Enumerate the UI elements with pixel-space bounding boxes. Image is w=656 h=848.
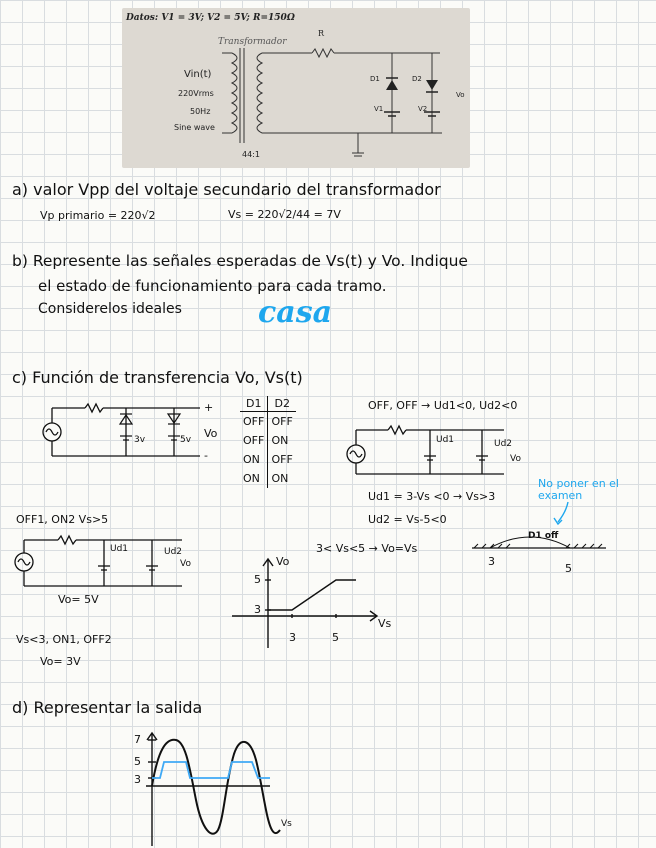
output-ytick-5: 5 — [134, 755, 141, 768]
graph-xlabel: Vs — [378, 617, 392, 630]
vrms-label: 220Vrms — [178, 89, 214, 98]
left-v3-label: 3v — [134, 435, 146, 445]
eq-ud2: Ud2 = Vs-5<0 — [368, 513, 447, 526]
output-vs-label: Vs — [281, 819, 292, 829]
vs-secondary-text: Vs = 220√2/44 = 7V — [228, 208, 341, 221]
table-cell: OFF — [240, 431, 268, 450]
vo-label: Vo — [456, 91, 465, 99]
circuit-photo — [122, 8, 470, 168]
left-plus: + — [204, 401, 214, 414]
transfer-graph — [228, 552, 398, 652]
left-v5-label: 5v — [180, 435, 192, 445]
case-off-on: OFF1, ON2 Vs>5 — [16, 513, 109, 526]
resistor-label: R — [318, 29, 325, 38]
table-cell: OFF — [271, 415, 293, 428]
table-cell: OFF — [240, 412, 268, 432]
numberline-tick-5: 5 — [565, 562, 572, 575]
datos-text: Datos: V1 = 3V; V2 = 5V; R=150Ω — [126, 13, 295, 23]
output-ytick-3: 3 — [134, 773, 141, 786]
diode-state-table — [240, 396, 296, 488]
mid-circuit — [344, 420, 524, 478]
graph-xtick-3: 3 — [289, 631, 296, 644]
mid-ud1-label: Ud1 — [436, 435, 455, 445]
case-off-off: OFF, OFF → Ud1<0, Ud2<0 — [368, 399, 518, 412]
graph-ylabel: Vo — [276, 555, 290, 568]
section-c-heading: c) Función de transferencia Vo, Vs(t) — [12, 368, 303, 387]
table-cell: ON — [240, 469, 268, 488]
graph-xtick-5: 5 — [332, 631, 339, 644]
d1-label: D1 — [370, 75, 380, 83]
wave-label: Sine wave — [174, 123, 215, 132]
section-b-line1: b) Represente las señales esperadas de Vs(t) y Vo. Indique — [12, 252, 468, 270]
section-d-heading: d) Representar la salida — [12, 698, 203, 717]
table-header-d1: D1 — [240, 396, 268, 412]
left-circuit — [40, 400, 220, 460]
numberline-tick-3: 3 — [488, 555, 495, 568]
table-cell: OFF — [271, 453, 293, 466]
graph-ytick-3: 3 — [254, 603, 261, 616]
vp-primary-text: Vp primario = 220√2 — [40, 209, 156, 222]
table-cell: ON — [271, 472, 289, 485]
bottom-circuit — [14, 528, 194, 592]
v1-label: V1 — [374, 105, 384, 113]
mid-vo-label: Vo — [510, 454, 521, 464]
vo-3v: Vo= 3V — [40, 655, 81, 668]
section-b-line3: Considerelos ideales — [38, 301, 182, 317]
eq-ud1: Ud1 = 3-Vs <0 → Vs>3 — [368, 490, 496, 503]
photo-circuit-drawing — [122, 8, 470, 168]
left-vo-label: Vo — [204, 427, 218, 440]
bottom-ud1-label: Ud1 — [110, 544, 129, 554]
graph-ytick-5: 5 — [254, 573, 261, 586]
ratio-label: 44:1 — [242, 150, 260, 159]
output-ytick-7: 7 — [134, 733, 141, 746]
table-header-d2: D2 — [268, 396, 296, 412]
vo-5v: Vo= 5V — [58, 593, 99, 606]
note-arrow — [548, 500, 578, 530]
left-minus: - — [204, 449, 208, 462]
bottom-ud2-label: Ud2 — [164, 547, 183, 557]
case-on-off: Vs<3, ON1, OFF2 — [16, 633, 112, 646]
table-cell: ON — [271, 434, 289, 447]
mid-ud2-label: Ud2 — [494, 439, 513, 449]
output-waveform — [120, 730, 290, 848]
numberline-label: D1 off — [528, 531, 559, 541]
table-cell: ON — [240, 450, 268, 469]
section-b-line2: el estado de funcionamiento para cada tramo. — [38, 277, 387, 295]
bottom-vo-label: Vo — [180, 559, 191, 569]
transformer-label: Transformador — [218, 37, 287, 47]
casa-stamp: casa — [258, 295, 333, 330]
freq-label: 50Hz — [190, 107, 211, 116]
eq-range: 3< Vs<5 → Vo=Vs — [316, 542, 418, 555]
v2-label: V2 — [418, 105, 428, 113]
note-text: No poner en el examen — [538, 477, 619, 502]
d2-label: D2 — [412, 75, 422, 83]
vin-label: Vin(t) — [184, 69, 212, 80]
section-a-heading: a) valor Vpp del voltaje secundario del transformador — [12, 180, 441, 199]
